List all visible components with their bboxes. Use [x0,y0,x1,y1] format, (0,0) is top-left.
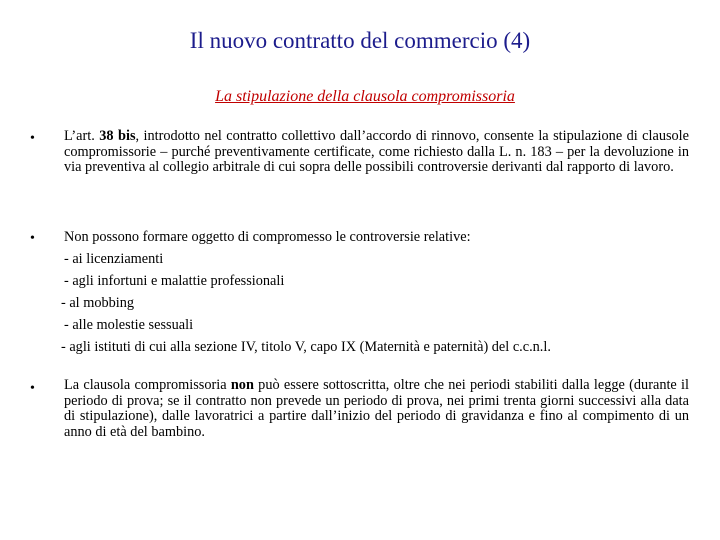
bullet-2-intro: Non possono formare oggetto di compromesso le controversie relative: [64,229,471,245]
slide-subtitle: La stipulazione della clausola compromissoria [215,88,515,105]
bullet-marker-2: • [30,231,35,246]
slide-title: Il nuovo contratto del commercio (4) [189,28,531,53]
bullet-3-bold: non [230,377,254,393]
bullet-2-item: - alle molestie sessuali [64,317,194,333]
bullet-1-post: , introdotto nel contratto collettivo dall’accordo di rinnovo, consente la stipulazione di clausole compromissorie – purché preventivamente certificate, come richiesto dalla L. n. 183 – per la devoluzione in via preventiva al collegio arbitrale di cui sopra delle possibili controversie derivanti dal rapporto di lavoro. [64,128,689,175]
bullet-3-text [64,378,689,440]
bullet-marker-1: • [30,131,35,146]
bullet-1-pre: L’art. [64,128,100,144]
bullet-marker-3: • [30,381,35,396]
bullet-2-block [61,226,704,358]
bullet-3-pre: La clausola compromissoria [64,377,231,393]
bullet-1-bold: 38 bis [99,128,136,144]
bullet-2-item: - agli istituti di cui alla sezione IV, titolo V, capo IX (Maternità e paternità) del c.c.n.l. [61,339,551,355]
bullet-2-item: - agli infortuni e malattie professionali [64,273,285,289]
bullet-3-post: può essere sottoscritta, oltre che nei periodi stabiliti dalla legge (durante il periodo di prova; se il contratto non prevede un periodo di prova, nei primi trenta giorni successivi alla data di stipulazione), dalle lavoratrici a partire dall’inizio del periodo di gravidanza e fino al compimento di un anno di età del bambino. [64,377,689,440]
bullet-1-text [64,129,689,176]
bullet-2-item: - al mobbing [61,295,135,311]
bullet-2-item: - ai licenziamenti [64,251,164,267]
